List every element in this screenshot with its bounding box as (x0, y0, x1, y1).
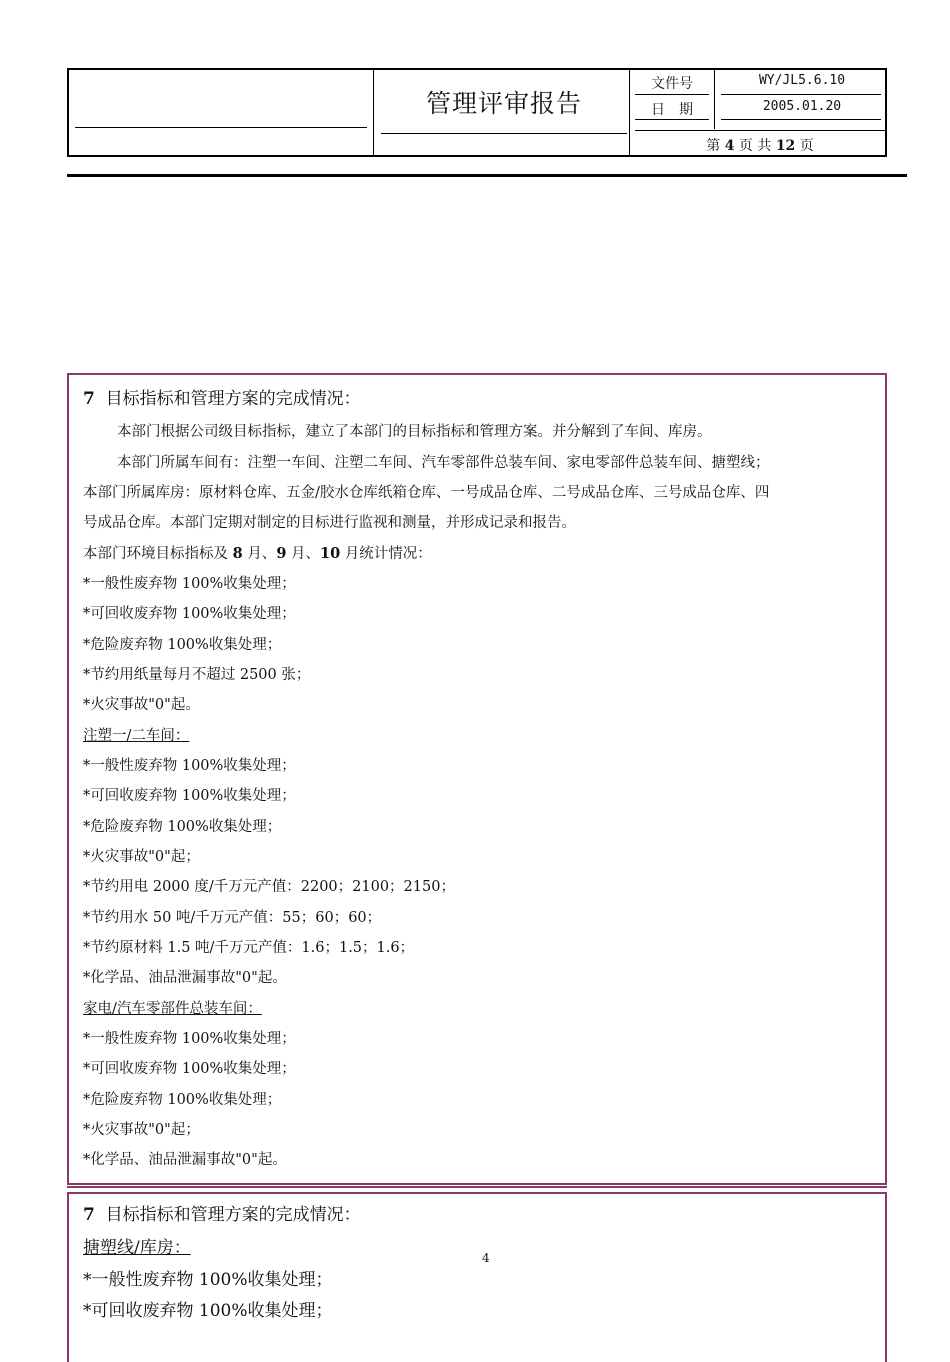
list-item: *化学品、油品泄漏事故"0"起。 (83, 1152, 287, 1168)
paragraph: 本部门所属车间有：注塑一车间、注塑二车间、汽车零部件总装车间、家电零部件总装车间、搪塑线； (117, 455, 770, 471)
document-title: 管理评审报告 (425, 89, 582, 118)
header-title-line (381, 133, 627, 134)
header-divider (629, 70, 630, 155)
paragraph: 本部门根据公司级目标指标，建立了本部门的目标指标和管理方案。并分解到了车间、库房。 (117, 424, 712, 440)
header-divider (714, 70, 715, 129)
list-item: *化学品、油品泄漏事故"0"起。 (83, 970, 287, 986)
workshop-title: 家电/汽车零部件总装车间： (83, 1001, 262, 1017)
workshop-title: 注塑一/二车间： (83, 728, 190, 744)
page-indicator (635, 135, 885, 155)
list-item: *可回收废弃物 100%收集处理； (83, 1061, 296, 1077)
list-item: *可回收废弃物 100%收集处理； (83, 788, 296, 804)
list-item: *节约用电 2000 度/千万元产值：2200；2100；2150； (83, 879, 455, 895)
header-cell-line (635, 130, 885, 131)
page-current: 4 (724, 138, 735, 154)
page-number: 4 (482, 1251, 490, 1265)
stats-intro: 本部门环境目标指标及 8 月、9 月、10 月统计情况： (83, 545, 432, 562)
page-prefix: 第 (706, 138, 721, 154)
list-item: *节约原材料 1.5 吨/千万元产值：1.6；1.5；1.6； (83, 940, 415, 956)
header-cell-line (635, 94, 709, 95)
section-heading: 7 目标指标和管理方案的完成情况： (83, 389, 361, 409)
page-suffix: 页 (799, 138, 814, 154)
paragraph: 本部门所属库房：原材料仓库、五金/胶水仓库纸箱仓库、一号成品仓库、二号成品仓库、三号成品仓库、四 (83, 485, 770, 501)
list-item: *一般性废弃物 100%收集处理； (83, 1031, 296, 1047)
section-heading: 7 目标指标和管理方案的完成情况： (83, 1205, 361, 1225)
file-no-label: 文件号 (651, 76, 693, 92)
page-mid: 页 共 (738, 138, 772, 154)
page-total: 12 (775, 138, 796, 154)
header-divider (373, 70, 374, 155)
section-box (67, 373, 887, 1185)
file-no-value: WY/JL5.6.10 (758, 73, 846, 88)
header-cell-line (721, 119, 881, 120)
list-item: *节约用水 50 吨/千万元产值：55；60；60； (83, 910, 382, 926)
paragraph: 号成品仓库。本部门定期对制定的目标进行监视和测量，并形成记录和报告。 (83, 515, 576, 531)
list-item: *危险废弃物 100%收集处理； (83, 637, 282, 653)
list-item: *一般性废弃物 100%收集处理； (83, 1270, 333, 1290)
date-value: 2005.01.20 (762, 99, 842, 114)
workshop-title: 搪塑线/库房： (83, 1238, 191, 1258)
list-item: *危险废弃物 100%收集处理； (83, 1092, 282, 1108)
section-divider (67, 1186, 887, 1190)
header-rule (67, 174, 907, 177)
list-item: *危险废弃物 100%收集处理； (83, 819, 282, 835)
list-item: *节约用纸量每月不超过 2500 张； (83, 667, 311, 683)
document-header (67, 68, 887, 157)
header-cell-line (635, 119, 709, 120)
list-item: *可回收废弃物 100%收集处理； (83, 606, 296, 622)
list-item: *火灾事故"0"起。 (83, 697, 200, 713)
header-left-line (75, 127, 367, 128)
list-item: *一般性废弃物 100%收集处理； (83, 758, 296, 774)
list-item: *一般性废弃物 100%收集处理； (83, 576, 296, 592)
section-box (67, 1192, 887, 1362)
date-label: 日 期 (651, 102, 693, 118)
list-item: *火灾事故"0"起； (83, 1122, 200, 1138)
list-item: *可回收废弃物 100%收集处理； (83, 1301, 333, 1321)
list-item: *火灾事故"0"起； (83, 849, 200, 865)
header-cell-line (721, 94, 881, 95)
